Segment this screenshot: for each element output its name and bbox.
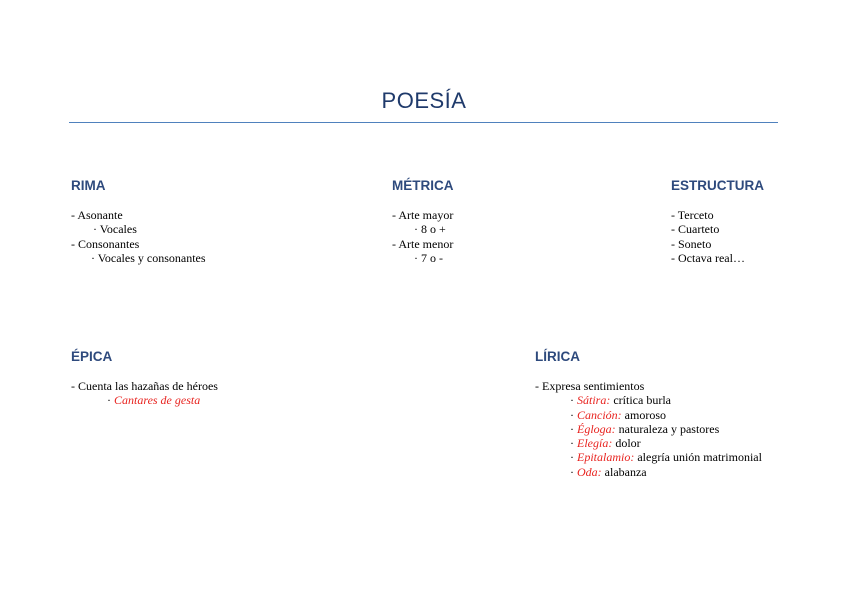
rima-heading: RIMA <box>71 178 106 193</box>
estructura-item-soneto: - Soneto <box>671 236 712 251</box>
lirica-type-oda <box>535 465 762 479</box>
lirica-term: Oda: <box>577 464 602 479</box>
lirica-type-satira <box>535 393 762 407</box>
metrica-item-arte-menor: - Arte menor <box>392 236 454 251</box>
epica-section <box>71 349 218 408</box>
rima-item-consonantes: - Consonantes <box>71 236 140 251</box>
estructura-item-cuarteto: - Cuarteto <box>671 222 720 237</box>
bullet: · <box>570 450 577 465</box>
bullet: · <box>570 436 577 451</box>
lirica-heading: LÍRICA <box>535 349 580 364</box>
lirica-section <box>535 349 762 479</box>
estructura-item-octava-real: - Octava real… <box>671 250 745 265</box>
lirica-type-cancion <box>535 408 762 422</box>
lirica-type-elegia <box>535 436 762 450</box>
lirica-desc: alegría unión matrimonial <box>634 450 762 465</box>
lirica-desc: dolor <box>612 436 641 451</box>
lirica-desc: alabanza <box>601 464 647 479</box>
bullet: · <box>570 393 577 408</box>
lirica-term: Epitalamio: <box>577 450 635 465</box>
lirica-desc: amoroso <box>621 407 666 422</box>
lirica-term: Canción: <box>577 407 622 422</box>
lirica-desc: crítica burla <box>610 393 671 408</box>
rima-item-vocales-consonantes: · Vocales y consonantes <box>91 250 206 265</box>
epica-line-hazanas: - Cuenta las hazañas de héroes <box>71 379 218 393</box>
estructura-heading: ESTRUCTURA <box>671 178 764 193</box>
rima-section <box>71 178 206 265</box>
lirica-term: Égloga: <box>577 421 616 436</box>
lirica-term: Elegía: <box>577 436 613 451</box>
lirica-term: Sátira: <box>577 393 611 408</box>
lirica-desc: naturaleza y pastores <box>615 421 720 436</box>
metrica-item-arte-mayor: - Arte mayor <box>392 208 454 222</box>
lirica-type-egloga <box>535 422 762 436</box>
estructura-section <box>671 178 764 265</box>
metrica-section <box>392 178 454 265</box>
bullet: · <box>570 464 577 479</box>
bullet: · <box>107 393 114 408</box>
epica-heading: ÉPICA <box>71 349 113 364</box>
rima-item-asonante: - Asonante <box>71 208 123 222</box>
lirica-type-epitalamio <box>535 450 762 464</box>
page-title: POESÍA <box>381 88 467 113</box>
title-underline <box>69 122 778 123</box>
rima-item-vocales: · Vocales <box>93 222 137 237</box>
epica-sub-item <box>71 393 218 407</box>
metrica-heading: MÉTRICA <box>392 178 454 193</box>
estructura-item-terceto: - Terceto <box>671 208 714 222</box>
metrica-item-8-o-mas: · 8 o + <box>414 222 446 237</box>
bullet: · <box>570 421 577 436</box>
metrica-item-7-o-menos: · 7 o - <box>414 250 443 265</box>
bullet: · <box>570 407 577 422</box>
epica-cantares-de-gesta: Cantares de gesta <box>114 393 201 408</box>
lirica-line-sentimientos: - Expresa sentimientos <box>535 379 645 393</box>
